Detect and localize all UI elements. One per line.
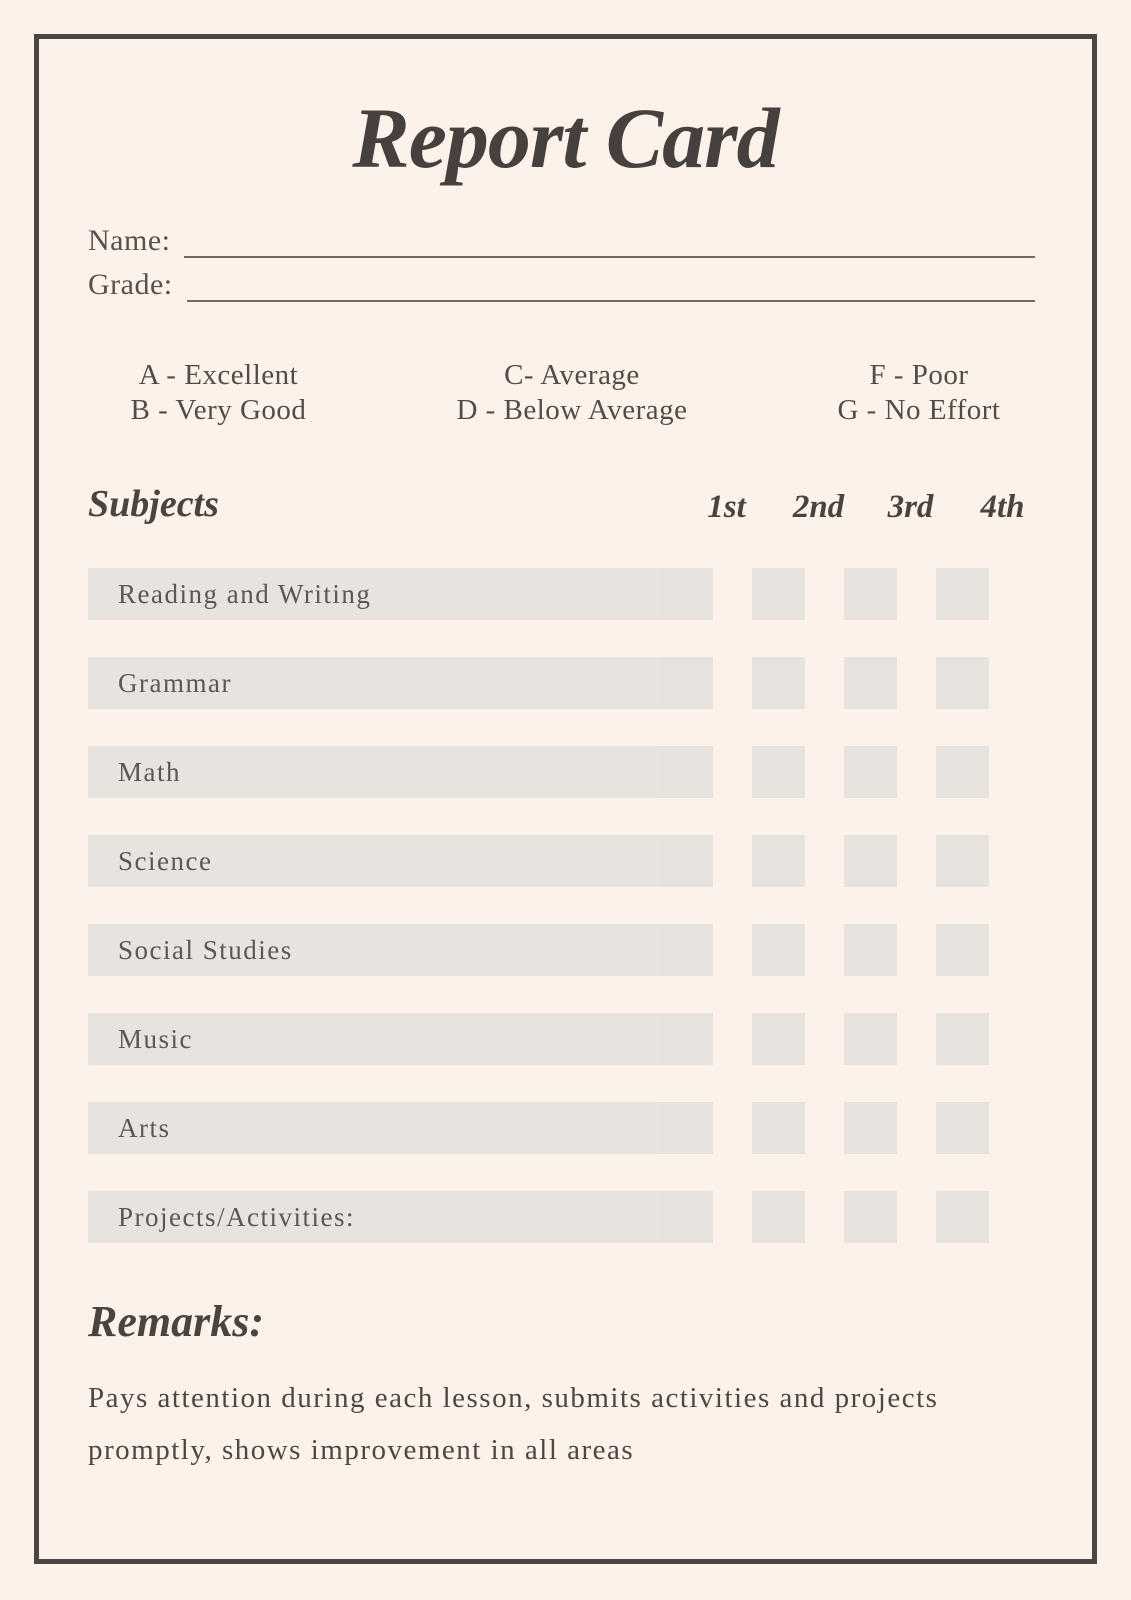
grade-cell[interactable]: [844, 657, 897, 709]
grade-cell[interactable]: [752, 1102, 805, 1154]
table-row: [88, 657, 989, 709]
grade-cell[interactable]: [936, 924, 989, 976]
grade-cell[interactable]: [752, 657, 805, 709]
legend-item-a: A - Excellent: [138, 359, 299, 391]
table-header: [88, 482, 1029, 526]
subject-label-bar: Math: [88, 746, 660, 798]
table-row: [88, 1013, 989, 1065]
grade-cell[interactable]: [752, 746, 805, 798]
grade-cell[interactable]: [660, 835, 713, 887]
period-header-1st: 1st: [707, 489, 746, 525]
legend-item-b: B - Very Good: [130, 394, 307, 426]
grade-cell[interactable]: [936, 1191, 989, 1243]
table-row: [88, 1191, 989, 1243]
grade-cell[interactable]: [660, 1191, 713, 1243]
grade-field: [88, 268, 1035, 302]
grade-cell[interactable]: [660, 746, 713, 798]
page-title: Report Card: [352, 90, 779, 186]
period-header-3rd: 3rd: [887, 489, 934, 525]
name-label: Name:: [88, 224, 171, 257]
name-input-line[interactable]: [184, 224, 1035, 258]
period-header-2nd: 2nd: [792, 489, 845, 525]
grade-cell[interactable]: [752, 924, 805, 976]
table-row: [88, 568, 989, 620]
table-row: [88, 924, 989, 976]
remarks-text: Pays attention during each lesson, submits activities and projects promptly, shows improvement in all areas: [88, 1382, 939, 1466]
table-row: [88, 1102, 989, 1154]
grade-cell[interactable]: [936, 835, 989, 887]
grade-cell[interactable]: [660, 924, 713, 976]
legend-item-f: F - Poor: [869, 359, 969, 391]
legend-item-g: G - No Effort: [837, 394, 1001, 426]
subject-label-bar: Science: [88, 835, 660, 887]
grade-cell[interactable]: [752, 568, 805, 620]
table-row: [88, 746, 989, 798]
grade-label: Grade:: [88, 268, 173, 301]
grade-cell[interactable]: [844, 568, 897, 620]
grade-cell[interactable]: [844, 1102, 897, 1154]
subject-label-bar: Projects/Activities:: [88, 1191, 660, 1243]
grade-cell[interactable]: [844, 1191, 897, 1243]
grading-legend: [34, 358, 1097, 428]
grade-cell[interactable]: [660, 1102, 713, 1154]
grade-input-line[interactable]: [187, 268, 1035, 302]
legend-column-3: [837, 358, 1000, 428]
grade-cell[interactable]: [936, 568, 989, 620]
grade-cell[interactable]: [936, 657, 989, 709]
grade-cell[interactable]: [844, 746, 897, 798]
grade-cell[interactable]: [844, 835, 897, 887]
grade-cell[interactable]: [660, 1013, 713, 1065]
subject-label-bar: Reading and Writing: [88, 568, 660, 620]
legend-column-2: [456, 358, 687, 428]
grade-cell[interactable]: [752, 1013, 805, 1065]
grade-cell[interactable]: [660, 568, 713, 620]
grade-cell[interactable]: [660, 657, 713, 709]
subjects-heading: Subjects: [88, 483, 219, 525]
grade-cell[interactable]: [936, 1013, 989, 1065]
grade-cell[interactable]: [844, 924, 897, 976]
subject-label-bar: Music: [88, 1013, 660, 1065]
subject-label-bar: Social Studies: [88, 924, 660, 976]
legend-item-d: D - Below Average: [456, 394, 688, 426]
grade-cell[interactable]: [752, 835, 805, 887]
grade-cell[interactable]: [752, 1191, 805, 1243]
legend-item-c: C- Average: [504, 359, 640, 391]
name-field: [88, 224, 1035, 258]
period-header-4th: 4th: [980, 489, 1025, 525]
grade-cell[interactable]: [844, 1013, 897, 1065]
remarks-heading: Remarks:: [88, 1297, 264, 1346]
grade-cell[interactable]: [936, 746, 989, 798]
subjects-table: [88, 568, 989, 1280]
subject-label-bar: Grammar: [88, 657, 660, 709]
subject-label-bar: Arts: [88, 1102, 660, 1154]
grade-cell[interactable]: [936, 1102, 989, 1154]
legend-column-1: [131, 358, 307, 428]
table-row: [88, 835, 989, 887]
